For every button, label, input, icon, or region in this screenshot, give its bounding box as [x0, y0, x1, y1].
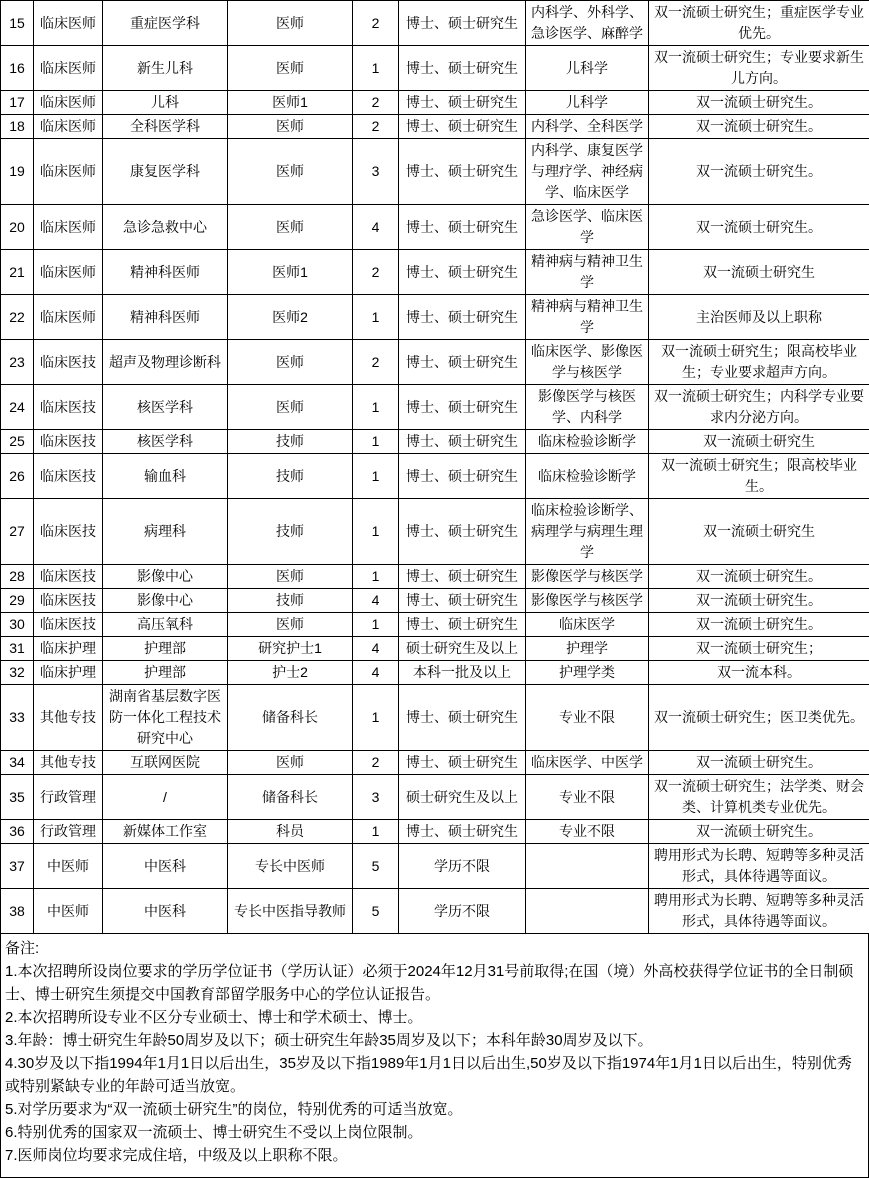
table-row	[1, 295, 869, 340]
cell-department: 核医学科	[103, 385, 228, 430]
cell-major: 内科学、全科医学	[526, 115, 649, 139]
cell-education: 博士、硕士研究生	[399, 295, 526, 340]
cell-department: 影像中心	[103, 565, 228, 589]
cell-position: 医师1	[228, 91, 353, 115]
cell-major: 精神病与精神卫生学	[526, 295, 649, 340]
cell-category: 临床医技	[34, 613, 103, 637]
cell-position: 技师	[228, 454, 353, 499]
cell-row-number: 38	[1, 889, 34, 934]
cell-row-number: 20	[1, 205, 34, 250]
table-row	[1, 430, 869, 454]
cell-department: 全科医学科	[103, 115, 228, 139]
cell-remarks: 双一流硕士研究生。	[649, 91, 869, 115]
cell-remarks: 聘用形式为长聘、短聘等多种灵活形式，具体待遇等面议。	[649, 844, 869, 889]
cell-department: 精神科医师	[103, 295, 228, 340]
cell-remarks: 聘用形式为长聘、短聘等多种灵活形式，具体待遇等面议。	[649, 889, 869, 934]
cell-department: 核医学科	[103, 430, 228, 454]
cell-headcount: 1	[353, 820, 399, 844]
cell-major	[526, 844, 649, 889]
cell-row-number: 15	[1, 1, 34, 46]
note-line: 6.特别优秀的国家双一流硕士、博士研究生不受以上岗位限制。	[5, 1121, 863, 1144]
cell-education: 博士、硕士研究生	[399, 139, 526, 205]
cell-row-number: 18	[1, 115, 34, 139]
cell-row-number: 21	[1, 250, 34, 295]
cell-headcount: 1	[353, 385, 399, 430]
cell-row-number: 17	[1, 91, 34, 115]
cell-headcount: 1	[353, 499, 399, 565]
cell-department: 急诊急救中心	[103, 205, 228, 250]
table-row	[1, 454, 869, 499]
cell-headcount: 1	[353, 565, 399, 589]
cell-remarks: 双一流硕士研究生；重症医学专业优先。	[649, 1, 869, 46]
cell-row-number: 32	[1, 661, 34, 685]
cell-headcount: 2	[353, 1, 399, 46]
cell-education: 博士、硕士研究生	[399, 46, 526, 91]
cell-department: 儿科	[103, 91, 228, 115]
cell-education: 学历不限	[399, 889, 526, 934]
job-table-body	[1, 1, 869, 934]
cell-department: 护理部	[103, 661, 228, 685]
cell-position: 技师	[228, 430, 353, 454]
cell-category: 临床医师	[34, 91, 103, 115]
cell-education: 博士、硕士研究生	[399, 430, 526, 454]
cell-education: 博士、硕士研究生	[399, 613, 526, 637]
cell-category: 临床医师	[34, 250, 103, 295]
cell-position: 医师	[228, 751, 353, 775]
cell-headcount: 1	[353, 46, 399, 91]
cell-position: 医师	[228, 385, 353, 430]
cell-education: 本科一批及以上	[399, 661, 526, 685]
cell-category: 临床护理	[34, 637, 103, 661]
cell-category: 临床医师	[34, 46, 103, 91]
cell-row-number: 27	[1, 499, 34, 565]
cell-category: 其他专技	[34, 751, 103, 775]
cell-position: 医师	[228, 46, 353, 91]
cell-education: 博士、硕士研究生	[399, 385, 526, 430]
cell-department: /	[103, 775, 228, 820]
cell-position: 医师	[228, 340, 353, 385]
cell-major: 专业不限	[526, 775, 649, 820]
cell-headcount: 1	[353, 454, 399, 499]
cell-education: 博士、硕士研究生	[399, 820, 526, 844]
cell-row-number: 31	[1, 637, 34, 661]
cell-education: 博士、硕士研究生	[399, 115, 526, 139]
cell-department: 康复医学科	[103, 139, 228, 205]
table-row	[1, 385, 869, 430]
note-line: 4.30岁及以下指1994年1月1日以后出生，35岁及以下指1989年1月1日以后出生,50岁及以下指1974年1月1日以后出生，特别优秀或特别紧缺专业的年龄可适当放宽。	[5, 1052, 863, 1098]
cell-position: 储备科长	[228, 775, 353, 820]
cell-position: 医师1	[228, 250, 353, 295]
table-row	[1, 661, 869, 685]
cell-headcount: 4	[353, 637, 399, 661]
cell-row-number: 29	[1, 589, 34, 613]
cell-remarks: 双一流硕士研究生。	[649, 115, 869, 139]
table-row	[1, 844, 869, 889]
cell-major: 精神病与精神卫生学	[526, 250, 649, 295]
cell-education: 博士、硕士研究生	[399, 454, 526, 499]
cell-row-number: 33	[1, 685, 34, 751]
table-row	[1, 499, 869, 565]
cell-row-number: 25	[1, 430, 34, 454]
table-row	[1, 565, 869, 589]
cell-department: 超声及物理诊断科	[103, 340, 228, 385]
table-row	[1, 1, 869, 46]
cell-education: 博士、硕士研究生	[399, 499, 526, 565]
cell-position: 研究护士1	[228, 637, 353, 661]
cell-department: 新生儿科	[103, 46, 228, 91]
cell-row-number: 35	[1, 775, 34, 820]
cell-row-number: 34	[1, 751, 34, 775]
cell-category: 临床医技	[34, 589, 103, 613]
cell-education: 硕士研究生及以上	[399, 637, 526, 661]
cell-remarks: 双一流硕士研究生；	[649, 637, 869, 661]
cell-headcount: 2	[353, 340, 399, 385]
cell-remarks: 双一流硕士研究生；内科学专业要求内分泌方向。	[649, 385, 869, 430]
cell-row-number: 24	[1, 385, 34, 430]
cell-category: 临床护理	[34, 661, 103, 685]
cell-category: 临床医技	[34, 385, 103, 430]
cell-remarks: 双一流硕士研究生；限高校毕业生；专业要求超声方向。	[649, 340, 869, 385]
cell-headcount: 1	[353, 685, 399, 751]
cell-department: 新媒体工作室	[103, 820, 228, 844]
cell-category: 行政管理	[34, 775, 103, 820]
cell-remarks: 双一流硕士研究生。	[649, 139, 869, 205]
cell-row-number: 30	[1, 613, 34, 637]
cell-department: 护理部	[103, 637, 228, 661]
cell-category: 临床医技	[34, 499, 103, 565]
cell-category: 临床医技	[34, 565, 103, 589]
table-row	[1, 820, 869, 844]
cell-major: 护理学类	[526, 661, 649, 685]
cell-category: 中医师	[34, 844, 103, 889]
cell-position: 医师	[228, 115, 353, 139]
cell-category: 中医师	[34, 889, 103, 934]
cell-row-number: 23	[1, 340, 34, 385]
cell-position: 医师	[228, 1, 353, 46]
cell-remarks: 双一流硕士研究生；法学类、财会类、计算机类专业优先。	[649, 775, 869, 820]
cell-remarks: 双一流硕士研究生。	[649, 589, 869, 613]
cell-department: 输血科	[103, 454, 228, 499]
cell-remarks: 双一流硕士研究生。	[649, 820, 869, 844]
cell-category: 临床医师	[34, 205, 103, 250]
cell-headcount: 4	[353, 661, 399, 685]
table-row	[1, 91, 869, 115]
cell-category: 临床医技	[34, 454, 103, 499]
cell-position: 技师	[228, 589, 353, 613]
cell-headcount: 3	[353, 139, 399, 205]
cell-position: 科员	[228, 820, 353, 844]
table-row	[1, 205, 869, 250]
cell-department: 中医科	[103, 844, 228, 889]
cell-headcount: 2	[353, 115, 399, 139]
cell-major: 专业不限	[526, 820, 649, 844]
cell-headcount: 2	[353, 91, 399, 115]
cell-major: 急诊医学、临床医学	[526, 205, 649, 250]
cell-major: 临床医学、影像医学与核医学	[526, 340, 649, 385]
cell-department: 互联网医院	[103, 751, 228, 775]
cell-category: 临床医师	[34, 139, 103, 205]
cell-position: 医师	[228, 205, 353, 250]
table-row	[1, 340, 869, 385]
cell-major: 影像医学与核医学	[526, 565, 649, 589]
note-line: 3.年龄：博士研究生年龄50周岁及以下；硕士研究生年龄35周岁及以下；本科年龄30周岁及以下。	[5, 1029, 863, 1052]
cell-education: 学历不限	[399, 844, 526, 889]
cell-remarks: 双一流本科。	[649, 661, 869, 685]
cell-headcount: 5	[353, 844, 399, 889]
cell-department: 影像中心	[103, 589, 228, 613]
notes-title: 备注:	[5, 937, 863, 960]
note-line: 5.对学历要求为“双一流硕士研究生”的岗位，特别优秀的可适当放宽。	[5, 1098, 863, 1121]
cell-position: 医师	[228, 565, 353, 589]
cell-category: 临床医师	[34, 1, 103, 46]
table-row	[1, 751, 869, 775]
cell-position: 储备科长	[228, 685, 353, 751]
cell-position: 专长中医指导教师	[228, 889, 353, 934]
cell-department: 精神科医师	[103, 250, 228, 295]
cell-headcount: 1	[353, 613, 399, 637]
cell-remarks: 双一流硕士研究生。	[649, 751, 869, 775]
note-line: 1.本次招聘所设岗位要求的学历学位证书（学历认证）必须于2024年12月31号前取得;在国（境）外高校获得学位证书的全日制硕士、博士研究生须提交中国教育部留学服务中心的学位认证报告。	[5, 960, 863, 1006]
cell-education: 博士、硕士研究生	[399, 340, 526, 385]
table-row	[1, 46, 869, 91]
cell-headcount: 2	[353, 250, 399, 295]
cell-education: 博士、硕士研究生	[399, 1, 526, 46]
cell-row-number: 28	[1, 565, 34, 589]
cell-row-number: 22	[1, 295, 34, 340]
cell-major: 儿科学	[526, 91, 649, 115]
cell-remarks: 双一流硕士研究生	[649, 250, 869, 295]
cell-remarks: 双一流硕士研究生。	[649, 565, 869, 589]
cell-department: 病理科	[103, 499, 228, 565]
cell-remarks: 双一流硕士研究生；限高校毕业生。	[649, 454, 869, 499]
cell-major: 临床医学	[526, 613, 649, 637]
cell-remarks: 双一流硕士研究生；医卫类优先。	[649, 685, 869, 751]
cell-education: 博士、硕士研究生	[399, 589, 526, 613]
cell-education: 博士、硕士研究生	[399, 751, 526, 775]
cell-category: 其他专技	[34, 685, 103, 751]
cell-headcount: 1	[353, 295, 399, 340]
cell-headcount: 3	[353, 775, 399, 820]
note-line: 7.医师岗位均要求完成住培，中级及以上职称不限。	[5, 1144, 863, 1167]
cell-category: 临床医技	[34, 430, 103, 454]
cell-education: 硕士研究生及以上	[399, 775, 526, 820]
cell-major: 专业不限	[526, 685, 649, 751]
cell-category: 临床医师	[34, 115, 103, 139]
cell-position: 专长中医师	[228, 844, 353, 889]
cell-position: 医师	[228, 613, 353, 637]
cell-education: 博士、硕士研究生	[399, 685, 526, 751]
table-row	[1, 685, 869, 751]
cell-major: 儿科学	[526, 46, 649, 91]
cell-row-number: 36	[1, 820, 34, 844]
cell-remarks: 双一流硕士研究生；专业要求新生儿方向。	[649, 46, 869, 91]
cell-position: 技师	[228, 499, 353, 565]
cell-row-number: 26	[1, 454, 34, 499]
table-row	[1, 613, 869, 637]
cell-major: 临床检验诊断学、病理学与病理生理学	[526, 499, 649, 565]
cell-category: 临床医技	[34, 340, 103, 385]
cell-row-number: 19	[1, 139, 34, 205]
cell-education: 博士、硕士研究生	[399, 91, 526, 115]
note-line: 2.本次招聘所设专业不区分专业硕士、博士和学术硕士、博士。	[5, 1006, 863, 1029]
cell-major: 内科学、外科学、急诊医学、麻醉学	[526, 1, 649, 46]
cell-position: 护士2	[228, 661, 353, 685]
table-row	[1, 889, 869, 934]
table-row	[1, 637, 869, 661]
cell-major: 临床医学、中医学	[526, 751, 649, 775]
table-row	[1, 775, 869, 820]
cell-position: 医师	[228, 139, 353, 205]
cell-remarks: 双一流硕士研究生	[649, 499, 869, 565]
table-row	[1, 115, 869, 139]
notes-section	[0, 934, 869, 1178]
cell-education: 博士、硕士研究生	[399, 205, 526, 250]
cell-department: 高压氧科	[103, 613, 228, 637]
table-row	[1, 589, 869, 613]
cell-headcount: 5	[353, 889, 399, 934]
cell-remarks: 双一流硕士研究生。	[649, 205, 869, 250]
cell-position: 医师2	[228, 295, 353, 340]
cell-category: 行政管理	[34, 820, 103, 844]
cell-department: 重症医学科	[103, 1, 228, 46]
cell-major: 内科学、康复医学与理疗学、神经病学、临床医学	[526, 139, 649, 205]
cell-row-number: 37	[1, 844, 34, 889]
cell-remarks: 双一流硕士研究生	[649, 430, 869, 454]
cell-department: 湖南省基层数字医防一体化工程技术研究中心	[103, 685, 228, 751]
cell-headcount: 4	[353, 589, 399, 613]
cell-headcount: 1	[353, 430, 399, 454]
table-row	[1, 250, 869, 295]
table-row	[1, 139, 869, 205]
cell-major: 影像医学与核医学	[526, 589, 649, 613]
cell-major: 临床检验诊断学	[526, 430, 649, 454]
cell-remarks: 双一流硕士研究生。	[649, 613, 869, 637]
cell-headcount: 2	[353, 751, 399, 775]
cell-education: 博士、硕士研究生	[399, 250, 526, 295]
cell-row-number: 16	[1, 46, 34, 91]
cell-education: 博士、硕士研究生	[399, 565, 526, 589]
cell-major: 护理学	[526, 637, 649, 661]
cell-major	[526, 889, 649, 934]
cell-remarks: 主治医师及以上职称	[649, 295, 869, 340]
cell-category: 临床医师	[34, 295, 103, 340]
cell-department: 中医科	[103, 889, 228, 934]
cell-headcount: 4	[353, 205, 399, 250]
cell-major: 影像医学与核医学、内科学	[526, 385, 649, 430]
cell-major: 临床检验诊断学	[526, 454, 649, 499]
